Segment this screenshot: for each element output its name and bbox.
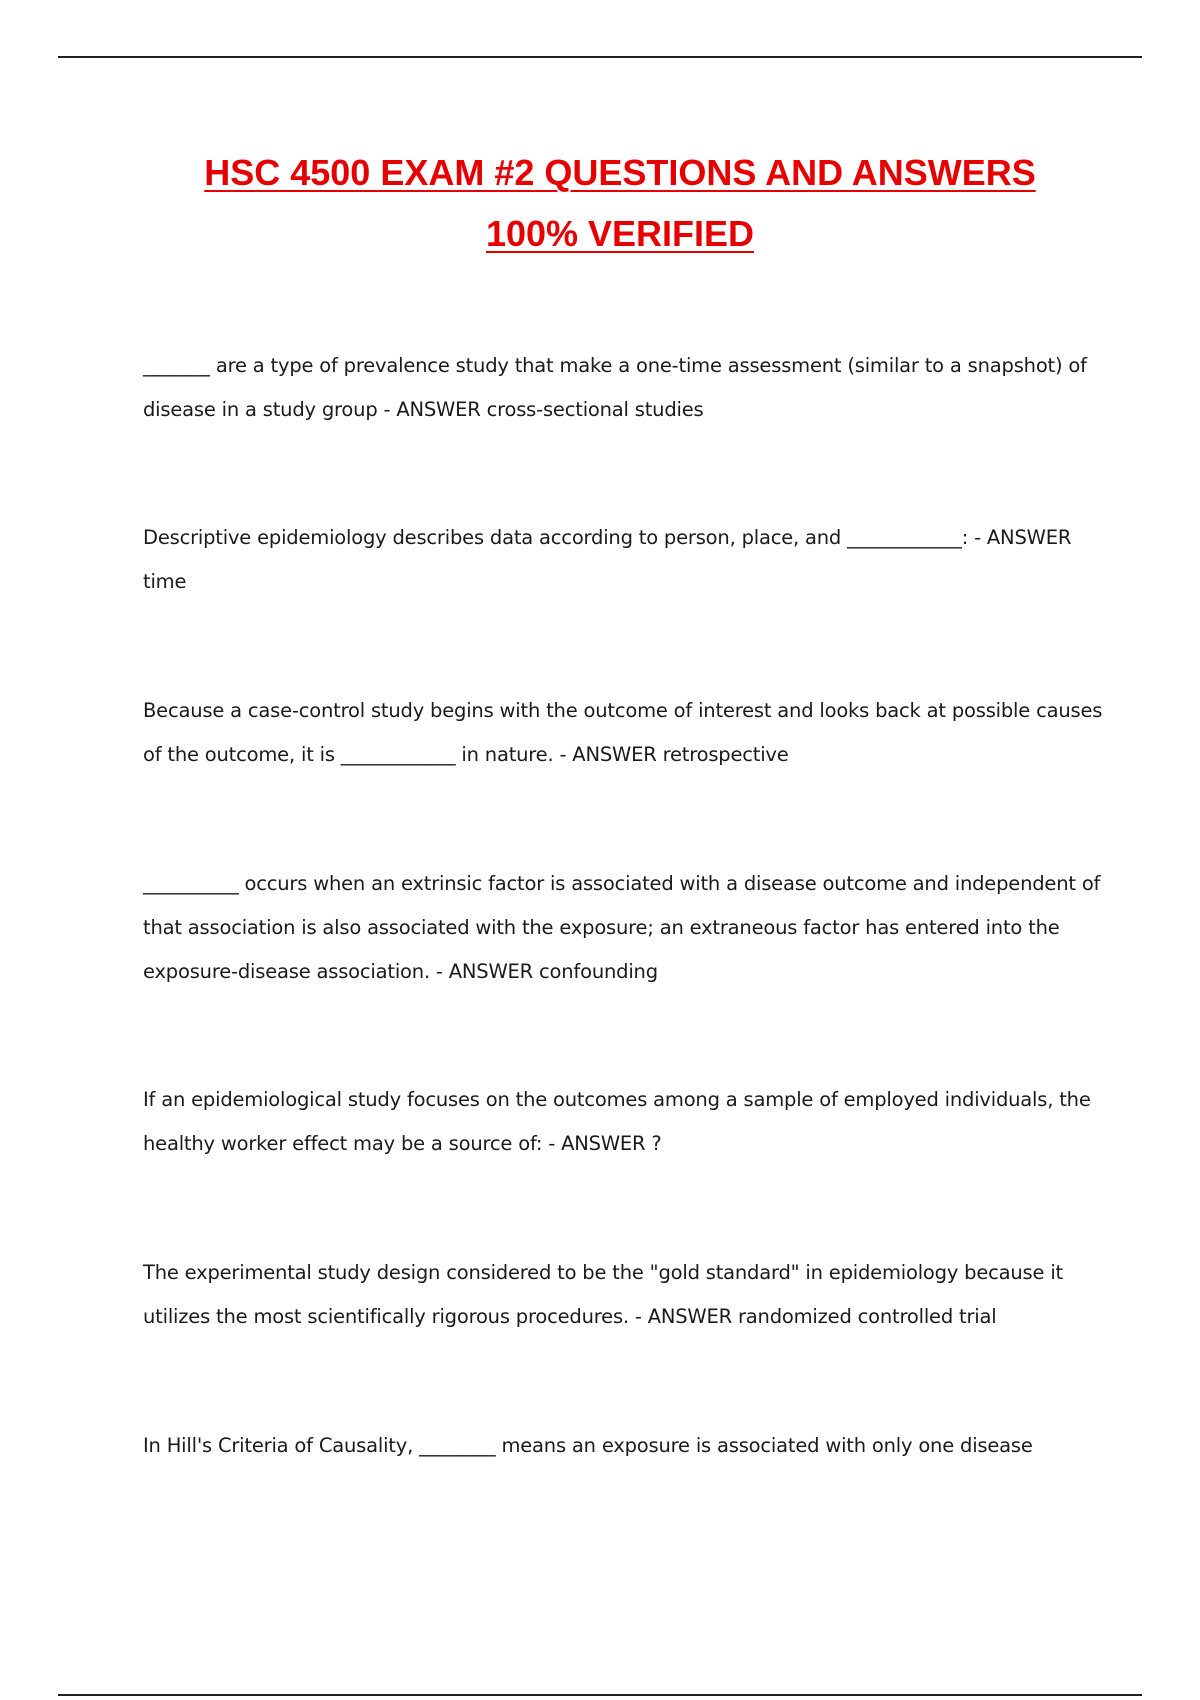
title-line-2: 100% VERIFIED (485, 213, 755, 254)
top-rule (58, 56, 1142, 58)
bottom-rule (58, 1694, 1142, 1696)
document-title (100, 142, 1140, 264)
qa-item-4: __________ occurs when an extrinsic factor is associated with a disease outcome and independent of that association is also associated with the exposure; an extraneous factor has entered into the exposure-disease association. - ANSWER confounding (143, 872, 1101, 983)
qa-item-2: Descriptive epidemiology describes data according to person, place, and ____________: - ANSWER time (143, 526, 1072, 593)
qa-item-6: The experimental study design considered to be the "gold standard" in epidemiology because it utilizes the most scientifically rigorous procedures. - ANSWER randomized controlled trial (143, 1261, 1063, 1328)
qa-item-3: Because a case-control study begins with the outcome of interest and looks back at possible causes of the outcome, it is ____________ in nature. - ANSWER retrospective (143, 699, 1103, 766)
qa-item-7: In Hill's Criteria of Causality, ________ means an exposure is associated with only one disease (143, 1434, 1033, 1457)
qa-item-1: _______ are a type of prevalence study that make a one-time assessment (similar to a snapshot) of disease in a study group - ANSWER cross-sectional studies (143, 354, 1087, 421)
qa-item-5: If an epidemiological study focuses on the outcomes among a sample of employed individuals, the healthy worker effect may be a source of: - ANSWER ? (143, 1088, 1091, 1155)
title-line-1: HSC 4500 EXAM #2 QUESTIONS AND ANSWERS (204, 152, 1036, 193)
